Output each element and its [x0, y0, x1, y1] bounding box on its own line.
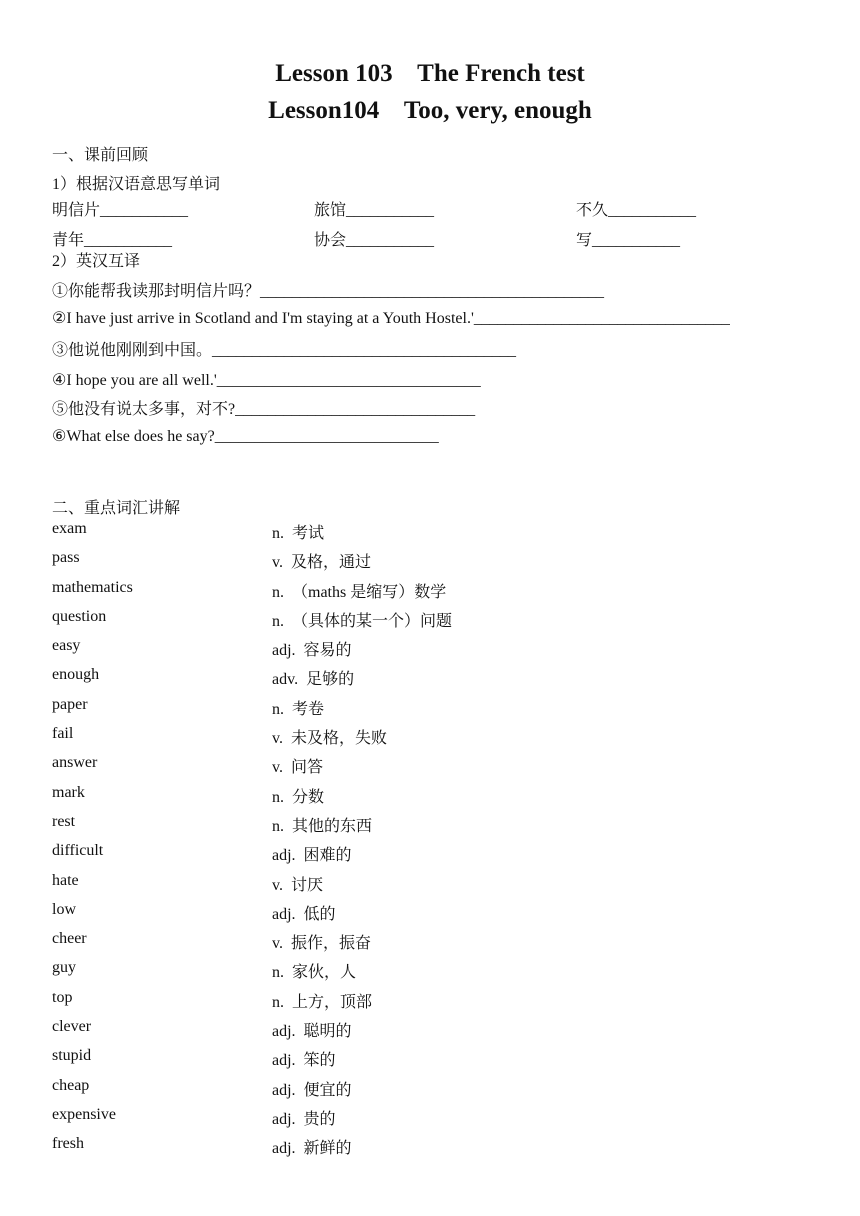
- vocab-definition: adj. 低的: [272, 905, 336, 923]
- vocab-definition: adv. 足够的: [272, 671, 355, 689]
- vocab-row: [52, 692, 652, 721]
- section2-heading: 二、重点词汇讲解: [52, 500, 181, 517]
- translation-item: ①你能帮我读那封明信片吗？___________________________________________: [52, 283, 605, 300]
- word-blank: 青年___________: [52, 232, 173, 249]
- vocab-word: cheer: [52, 930, 87, 948]
- vocab-row: [52, 985, 652, 1014]
- vocab-word: question: [52, 607, 107, 625]
- vocab-row: [52, 516, 652, 545]
- vocab-definition: v. 振作，振奋: [272, 935, 371, 953]
- translation-item: ②I have just arrive in Scotland and I'm staying at a Youth Hostel.'________________________________: [52, 310, 730, 327]
- word-blank: 旅馆___________: [314, 202, 435, 219]
- vocab-row: [52, 1131, 652, 1160]
- vocab-word: cheap: [52, 1076, 90, 1094]
- translation-item: ③他说他刚刚到中国。______________________________________: [52, 342, 517, 359]
- vocab-word: expensive: [52, 1105, 116, 1123]
- vocab-row: [52, 926, 652, 955]
- vocab-definition: adj. 便宜的: [272, 1081, 352, 1099]
- vocab-definition: n. 考试: [272, 525, 325, 542]
- vocab-list: [52, 516, 652, 1161]
- vocab-row: [52, 721, 652, 750]
- vocab-definition: adj. 困难的: [272, 847, 352, 865]
- part1-heading: 1）根据汉语意思写单词: [52, 176, 221, 193]
- vocab-definition: adj. 聪明的: [272, 1023, 352, 1041]
- vocab-row: [52, 575, 652, 604]
- vocab-definition: n. 其他的东西: [272, 817, 373, 835]
- vocab-row: [52, 1014, 652, 1043]
- vocab-word: hate: [52, 871, 79, 889]
- vocab-definition: v. 及格，通过: [272, 554, 371, 572]
- vocab-definition: n. （maths 是缩写）数学: [272, 583, 447, 601]
- vocab-word: mathematics: [52, 578, 133, 596]
- part2-heading: 2）英汉互译: [52, 253, 141, 270]
- word-blank: 明信片___________: [52, 202, 189, 219]
- vocab-word: clever: [52, 1018, 92, 1036]
- vocab-word: fail: [52, 725, 74, 743]
- section1-heading: 一、课前回顾: [52, 147, 149, 164]
- lesson-title-1: Lesson 103 The French test: [275, 60, 585, 87]
- vocab-definition: adj. 新鲜的: [272, 1140, 352, 1158]
- vocab-word: enough: [52, 666, 100, 684]
- vocab-row: [52, 662, 652, 691]
- vocab-row: [52, 633, 652, 662]
- vocab-row: [52, 1102, 652, 1131]
- vocab-word: pass: [52, 549, 80, 567]
- vocab-definition: n. 上方，顶部: [272, 993, 373, 1011]
- vocab-row: [52, 838, 652, 867]
- vocab-row: [52, 809, 652, 838]
- word-blank: 写___________: [576, 232, 681, 249]
- vocab-word: guy: [52, 959, 76, 977]
- vocab-definition: n. （具体的某一个）问题: [272, 612, 453, 630]
- vocab-definition: n. 家伙，人: [272, 964, 357, 982]
- vocab-definition: n. 分数: [272, 788, 325, 806]
- vocab-word: paper: [52, 695, 88, 713]
- vocab-word: answer: [52, 754, 98, 772]
- vocab-definition: adj. 笨的: [272, 1052, 336, 1070]
- vocab-row: [52, 604, 652, 633]
- translation-item: ④I hope you are all well.'_________________________________: [52, 372, 481, 389]
- vocab-row: [52, 780, 652, 809]
- vocab-row: [52, 897, 652, 926]
- vocab-row: [52, 868, 652, 897]
- vocab-word: fresh: [52, 1135, 84, 1153]
- vocab-word: rest: [52, 812, 76, 830]
- vocab-row: [52, 750, 652, 779]
- vocab-word: easy: [52, 637, 81, 655]
- vocab-row: [52, 955, 652, 984]
- vocab-word: exam: [52, 520, 87, 537]
- lesson-title-2: Lesson104 Too, very, enough: [268, 97, 592, 124]
- vocab-word: mark: [52, 783, 85, 801]
- vocab-definition: v. 问答: [272, 759, 323, 777]
- vocab-definition: adj. 容易的: [272, 642, 352, 660]
- translation-item: ⑥What else does he say?____________________________: [52, 428, 439, 445]
- vocab-definition: v. 未及格，失败: [272, 730, 387, 748]
- vocab-row: [52, 1073, 652, 1102]
- vocab-word: stupid: [52, 1047, 92, 1065]
- vocab-word: difficult: [52, 842, 104, 860]
- vocab-word: low: [52, 900, 76, 918]
- vocab-row: [52, 545, 652, 574]
- vocab-definition: v. 讨厌: [272, 876, 323, 894]
- vocab-word: top: [52, 988, 73, 1006]
- word-blank: 不久___________: [576, 202, 697, 219]
- vocab-row: [52, 1043, 652, 1072]
- vocab-definition: adj. 贵的: [272, 1110, 336, 1128]
- word-blank: 协会___________: [314, 232, 435, 249]
- vocab-definition: n. 考卷: [272, 700, 325, 718]
- translation-item: ⑤他没有说太多事，对不?______________________________: [52, 401, 476, 418]
